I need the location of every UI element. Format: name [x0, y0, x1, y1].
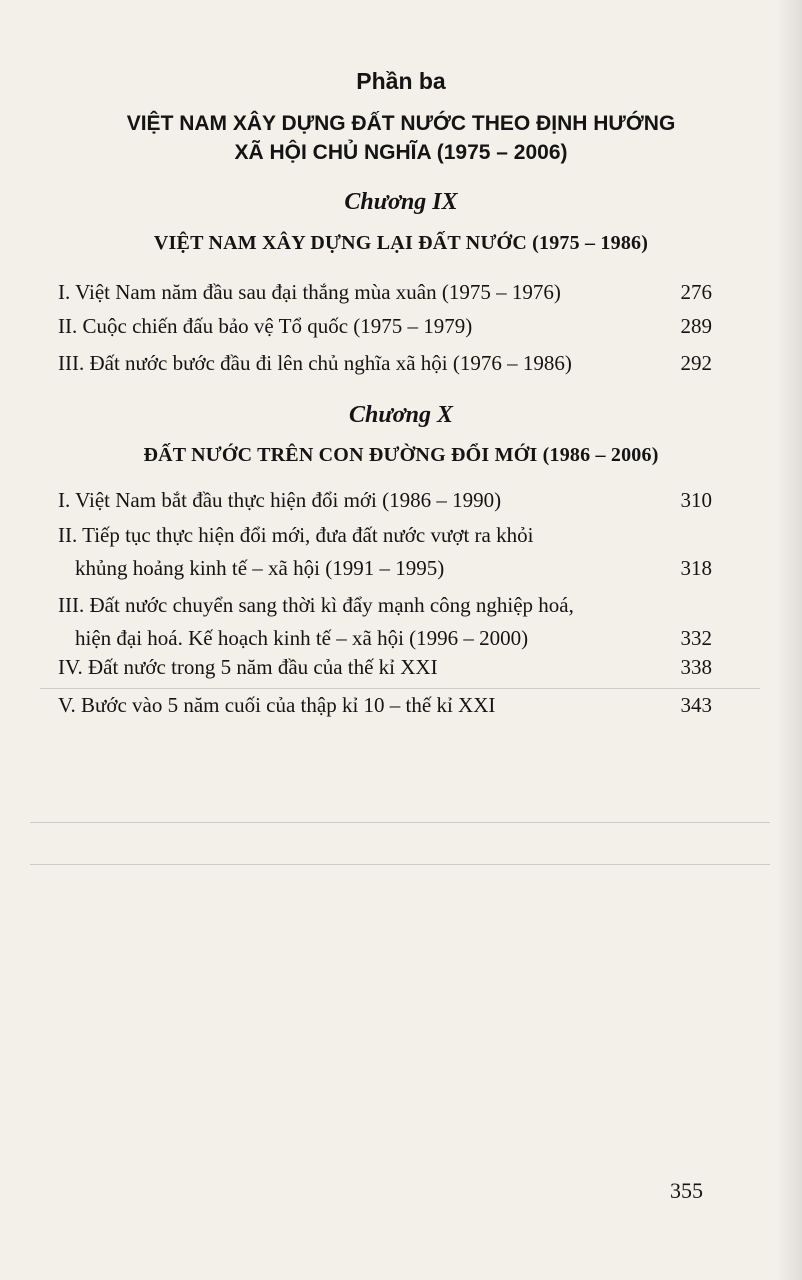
chapter-label: Chương IX [344, 189, 458, 215]
toc-entry-text: III. Đất nước bước đầu đi lên chủ nghĩa xã hội (1976 – 1986) [58, 351, 572, 375]
part-heading-line-1: VIỆT NAM XÂY DỰNG ĐẤT NƯỚC THEO ĐỊNH HƯỚNG [126, 112, 676, 135]
chapter-title: ĐẤT NƯỚC TRÊN CON ĐƯỜNG ĐỔI MỚI (1986 – 2006) [143, 444, 659, 466]
page-number: 355 [670, 1178, 703, 1203]
toc-entry [58, 347, 712, 380]
toc-entry-text: V. Bước vào 5 năm cuối của thập kỉ 10 – thế kỉ XXI [58, 693, 496, 717]
toc-entry [58, 310, 712, 343]
toc-page-number: 310 [680, 488, 712, 512]
toc-entry-text-continued: khủng hoảng kinh tế – xã hội (1991 – 1995) [75, 556, 445, 580]
toc-entry [58, 484, 712, 517]
toc-page-number: 318 [680, 556, 712, 580]
toc-entry-text: IV. Đất nước trong 5 năm đầu của thế kỉ XXI [58, 655, 438, 679]
toc-entry-text: II. Cuộc chiến đấu bảo vệ Tổ quốc (1975 – 1979) [58, 314, 473, 338]
part-label: Phần ba [356, 68, 446, 94]
toc-entry [58, 589, 712, 655]
bleed-divider [30, 822, 770, 823]
chapter-label: Chương X [349, 402, 453, 428]
toc-page-number: 332 [680, 626, 712, 650]
toc-page-number: 276 [680, 280, 712, 304]
toc-entry-text: II. Tiếp tục thực hiện đổi mới, đưa đất nước vượt ra khỏi [58, 523, 534, 547]
toc-entry [58, 519, 712, 585]
toc-page-number: 338 [680, 655, 712, 679]
bleed-divider [30, 864, 770, 865]
part-heading-line-2: XÃ HỘI CHỦ NGHĨA (1975 – 2006) [234, 141, 568, 164]
toc-page-number: 343 [680, 693, 712, 717]
chapter-title: VIỆT NAM XÂY DỰNG LẠI ĐẤT NƯỚC (1975 – 1986) [153, 232, 649, 254]
toc-entry [58, 651, 712, 684]
toc-entry-text: III. Đất nước chuyển sang thời kì đẩy mạnh công nghiệp hoá, [58, 593, 574, 617]
toc-entry [58, 276, 712, 309]
toc-page-number: 289 [680, 314, 712, 338]
toc-entry [58, 689, 712, 722]
toc-entry-text: I. Việt Nam bắt đầu thực hiện đổi mới (1986 – 1990) [58, 488, 502, 512]
toc-entry-text-continued: hiện đại hoá. Kế hoạch kinh tế – xã hội (1996 – 2000) [75, 626, 529, 650]
toc-entry-text: I. Việt Nam năm đầu sau đại thắng mùa xuân (1975 – 1976) [58, 280, 561, 304]
toc-page-number: 292 [680, 351, 712, 375]
